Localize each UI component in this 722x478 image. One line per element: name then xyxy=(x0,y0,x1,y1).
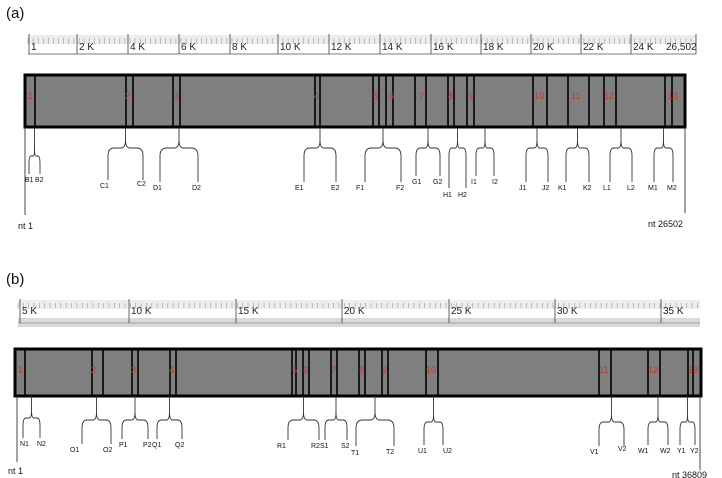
start-nt-label: nt 1 xyxy=(8,466,24,476)
primer-brace xyxy=(82,412,111,428)
segment-number: 12 xyxy=(648,365,659,375)
primer-brace xyxy=(29,148,40,164)
primer-label: P2 xyxy=(143,442,152,449)
segment-number: 13 xyxy=(688,365,699,375)
primer-label: N2 xyxy=(37,441,46,448)
ruler-tick-label: 24 K xyxy=(633,42,654,53)
segment-number: 3 xyxy=(131,365,137,375)
primer-label: W1 xyxy=(638,448,649,455)
ruler-tick-label: 10 K xyxy=(131,306,152,317)
primer-label: D1 xyxy=(153,185,162,192)
primer-brace xyxy=(325,412,347,428)
primer-brace xyxy=(566,140,589,156)
ruler-tick-label: 15 K xyxy=(238,306,259,317)
primer-brace xyxy=(654,140,673,156)
primer-label: R2 xyxy=(311,443,320,450)
primer-label: I1 xyxy=(471,179,477,186)
primer-label: Y1 xyxy=(677,448,686,455)
genome-bar-a xyxy=(25,75,685,127)
primer-label: U1 xyxy=(418,448,427,455)
primer-brace xyxy=(304,140,336,156)
primer-brace xyxy=(648,414,668,430)
primer-label: C1 xyxy=(100,183,109,190)
start-nt-label: nt 1 xyxy=(18,221,34,231)
primer-label: P1 xyxy=(119,442,128,449)
segment-number: 8 xyxy=(359,365,365,375)
primer-label: R1 xyxy=(277,443,286,450)
segment-number: 11 xyxy=(571,91,581,101)
ruler-tick-label: 14 K xyxy=(382,42,403,53)
primer-label: H2 xyxy=(458,192,467,199)
primer-label: N1 xyxy=(20,441,29,448)
panel-b xyxy=(6,271,707,478)
segment-number: 2 xyxy=(91,365,97,375)
segment-number: 12 xyxy=(604,91,615,101)
primer-label: H1 xyxy=(443,192,452,199)
end-nt-label: nt 36809 xyxy=(672,470,708,478)
ruler-tick-label: 1 xyxy=(31,42,37,53)
primer-brace xyxy=(160,140,198,156)
primer-label: W2 xyxy=(660,448,671,455)
primer-label: D2 xyxy=(192,185,201,192)
primer-label: S2 xyxy=(341,443,350,450)
ruler-tick-label: 35 K xyxy=(663,306,684,317)
segment-number: 10 xyxy=(426,365,437,375)
primer-brace xyxy=(416,140,440,156)
ruler-tick-label: 6 K xyxy=(181,42,197,53)
primer-label: G2 xyxy=(433,179,443,186)
primer-label: J2 xyxy=(542,185,550,192)
primer-brace xyxy=(526,140,548,156)
segment-number: 9 xyxy=(469,91,475,101)
primer-label: K1 xyxy=(558,185,567,192)
primer-label: O1 xyxy=(70,447,80,454)
ruler-tick-label: 10 K xyxy=(280,42,301,53)
primer-brace xyxy=(424,414,443,430)
ruler-tick-label: 20 K xyxy=(344,306,365,317)
primer-brace xyxy=(365,140,401,156)
ruler-tick-label: 16 K xyxy=(433,42,454,53)
segment-number: 1 xyxy=(28,91,34,101)
primer-label: U2 xyxy=(443,448,452,455)
primer-label: M2 xyxy=(667,185,677,192)
primer-label: T1 xyxy=(351,450,360,457)
primer-label: F1 xyxy=(356,185,365,192)
primer-brace xyxy=(157,412,182,428)
ruler-tick-label: 18 K xyxy=(483,42,504,53)
segment-number: 4 xyxy=(314,91,320,101)
primer-label: J1 xyxy=(519,185,527,192)
primer-label: V1 xyxy=(590,449,599,456)
primer-label: L2 xyxy=(627,185,635,192)
end-nt-label: nt 26502 xyxy=(648,219,684,229)
primer-label: K2 xyxy=(583,185,592,192)
ruler-tick-label: 12 K xyxy=(331,42,352,53)
primer-brace xyxy=(449,140,466,156)
primer-label: E1 xyxy=(295,185,304,192)
primer-label: L1 xyxy=(603,185,611,192)
panel-a xyxy=(6,5,697,231)
primer-label: T2 xyxy=(386,449,395,456)
ruler-tick-label: 25 K xyxy=(451,306,472,317)
primer-label: Q2 xyxy=(175,442,185,449)
primer-label: G1 xyxy=(412,179,422,186)
ruler-tick-label: 5 K xyxy=(22,306,38,317)
ruler-tick-label: 2 K xyxy=(79,42,95,53)
panel-a-ruler xyxy=(28,34,697,54)
primer-brace xyxy=(356,412,394,428)
primer-brace xyxy=(610,140,632,156)
segment-number: 13 xyxy=(668,91,679,101)
ruler-tick-label: 30 K xyxy=(557,306,578,317)
segment-number: 4 xyxy=(169,365,175,375)
primer-label: Y2 xyxy=(690,448,699,455)
segment-number: 1 xyxy=(18,365,24,375)
segment-number: 6 xyxy=(303,365,309,375)
ruler-tick-label: 22 K xyxy=(583,42,604,53)
panel-b-label: (b) xyxy=(6,271,25,288)
segment-number: 5 xyxy=(373,91,379,101)
primer-brace xyxy=(680,414,695,430)
primer-label: I2 xyxy=(492,179,498,186)
segment-number: 2 xyxy=(125,91,131,101)
segment-number: 10 xyxy=(534,91,545,101)
segment-number: 3 xyxy=(174,91,180,101)
primer-label: B2 xyxy=(35,177,44,184)
primer-brace xyxy=(122,412,148,428)
ruler-tick-label: 26,502 xyxy=(666,42,697,53)
primer-label: O2 xyxy=(103,447,113,454)
primer-brace xyxy=(288,412,319,428)
segment-number: 9 xyxy=(382,365,388,375)
ruler-tick-label: 20 K xyxy=(533,42,554,53)
segment-number: 6 xyxy=(389,91,395,101)
primer-brace xyxy=(23,410,40,426)
panel-a-label: (a) xyxy=(6,5,25,22)
segment-number: 8 xyxy=(448,91,454,101)
primer-label: F2 xyxy=(396,185,405,192)
ruler-tick-label: 8 K xyxy=(232,42,248,53)
segment-number: 7 xyxy=(419,91,425,101)
primer-label: M1 xyxy=(648,185,658,192)
segment-number: 7 xyxy=(331,365,337,375)
primer-brace xyxy=(108,140,143,156)
primer-label: E2 xyxy=(331,185,340,192)
segment-number: 5 xyxy=(292,365,298,375)
primer-label: S1 xyxy=(320,443,329,450)
panel-b-ruler xyxy=(18,299,700,327)
primer-label: V2 xyxy=(618,446,627,453)
primer-label: Q1 xyxy=(152,442,162,449)
primer-brace xyxy=(476,140,494,156)
primer-brace xyxy=(599,414,624,430)
ruler-tick-label: 4 K xyxy=(130,42,146,53)
primer-label: C2 xyxy=(137,181,146,188)
segment-number: 11 xyxy=(599,365,609,375)
primer-label: B1 xyxy=(25,177,34,184)
